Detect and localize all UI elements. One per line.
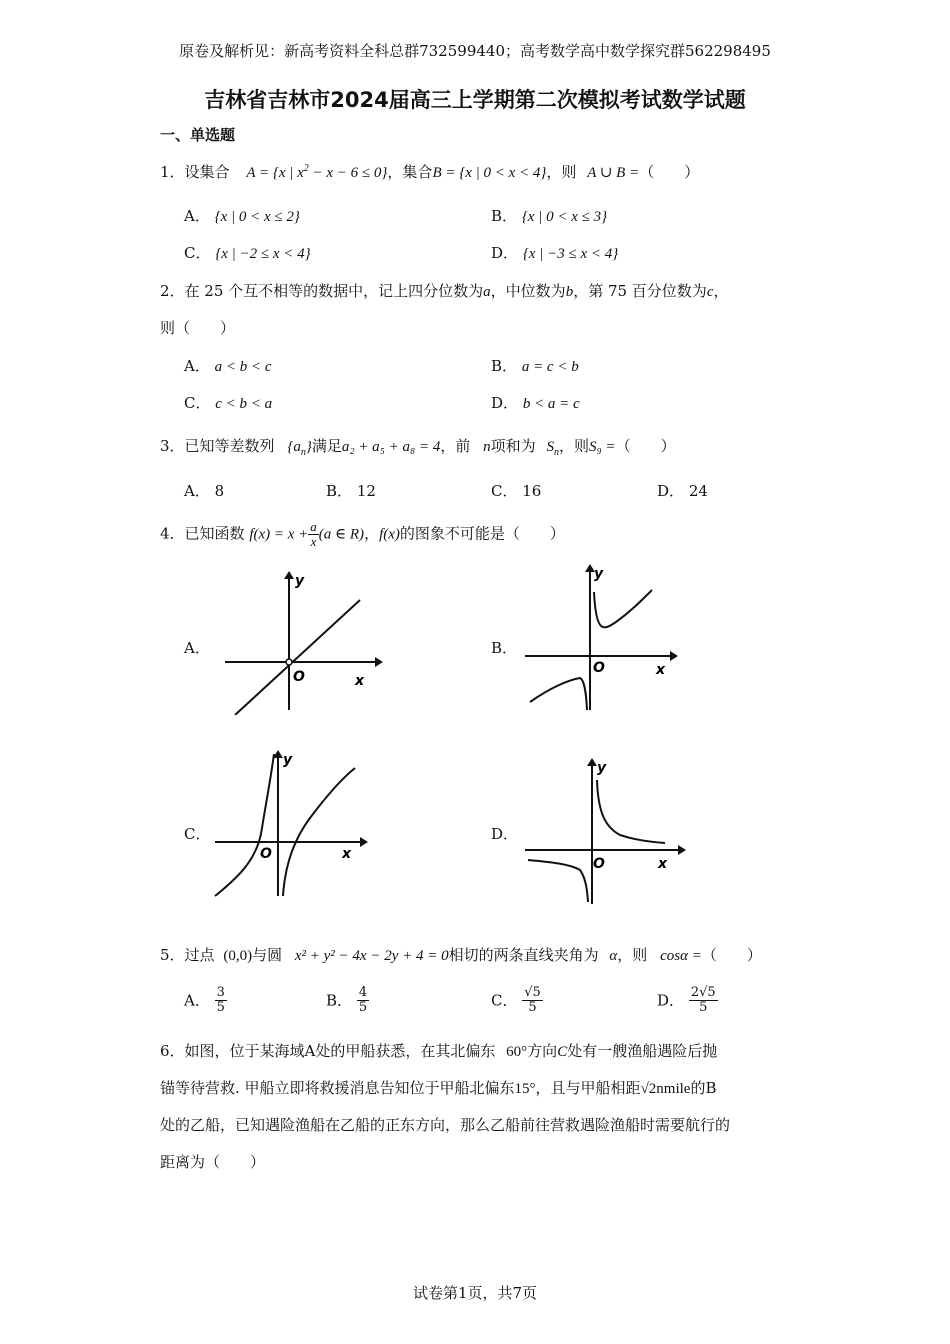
page-header: 原卷及解析见：新高考资料全科总群732599440；高考数学高中数学探究群562298495 [179, 42, 771, 60]
graph-a-hole [286, 659, 292, 665]
question-2: 2．在 25 个互不相等的数据中，记上四分位数为a，中位数为b，第 75 百分位数为c， [160, 282, 729, 300]
graph-c-x-label: x [342, 846, 352, 862]
question-6-line-2: 锚等待营救. 甲船立即将救援消息告知位于甲船北偏东15°，且与甲船相距√2nmile的B [160, 1079, 717, 1097]
q4-option-c[interactable]: C． [184, 825, 211, 843]
graph-c-y-label: y [283, 752, 293, 768]
graph-c-curve-left [215, 754, 274, 896]
graph-d-x-label: x [658, 856, 668, 872]
q1-option-b[interactable]: B． {x | 0 < x ≤ 3} [491, 207, 608, 225]
q4-option-b[interactable]: B． [491, 639, 518, 657]
graph-a [215, 565, 385, 715]
graph-b-curve-right [594, 590, 652, 627]
q3-option-b[interactable]: B． 12 [326, 482, 376, 500]
question-6-line-4: 距离为（ ） [160, 1153, 266, 1171]
graph-b-curve-left [530, 678, 587, 710]
graph-d-curve-left [528, 860, 588, 902]
q1-option-c[interactable]: C． {x | −2 ≤ x < 4} [184, 244, 311, 262]
graph-d [520, 752, 695, 907]
q1-set-b: B = {x | 0 < x < 4} [432, 165, 547, 181]
graph-a-origin-label: O [293, 669, 305, 685]
question-5: 5．过点 (0,0)与圆 x² + y² − 4x − 2y + 4 = 0相切的两条直线夹角为 α，则 cosα =（ ） [160, 946, 762, 964]
q5-option-a[interactable]: A． $\frac{3}{5}$ [184, 985, 225, 1015]
graph-b-x-label: x [656, 662, 666, 678]
q5-option-c[interactable]: C． $\frac{√5}{5}$ [491, 985, 541, 1015]
q1-paren: （ ） [639, 163, 700, 181]
graph-a-curve [235, 600, 360, 715]
section-heading: 一、单选题 [160, 126, 236, 144]
q1-set-a: A = {x | $x^2 - x - 6 \le 0$} [246, 163, 388, 181]
q2-option-b[interactable]: B． a = c < b [491, 357, 579, 375]
graph-a-y-label: y [295, 573, 305, 589]
question-6-line-3: 处的乙船，已知遇险渔船在乙船的正东方向，那么乙船前往营救遇险渔船时需要航行的 [160, 1116, 731, 1134]
graph-c [210, 748, 380, 903]
q1-number: 1．设集合 [160, 163, 230, 181]
q4-option-d[interactable]: D． [491, 825, 519, 843]
q1-option-d[interactable]: D． {x | −3 ≤ x < 4} [491, 244, 619, 262]
q2-option-a[interactable]: A． a < b < c [184, 357, 272, 375]
q2-option-c[interactable]: C． c < b < a [184, 394, 273, 412]
question-1 [160, 162, 699, 183]
graph-c-curve-right [283, 768, 355, 896]
graph-d-curve-right [597, 780, 665, 843]
graph-d-y-label: y [597, 760, 607, 776]
q3-sequence: $\{a_n\}$ [287, 439, 312, 458]
question-4: 4．已知函数 f(x) = x + $\frac{a}{x}$ (a ∈ R)，f(x)的图象不可能是（ ） [160, 519, 565, 549]
graph-d-origin-label: O [593, 856, 605, 872]
q2-option-d[interactable]: D． b < a = c [491, 394, 580, 412]
page-footer: 试卷第1页，共7页 [412, 1284, 538, 1302]
q1-mid: ，集合 [387, 163, 433, 181]
page-title: 吉林省吉林市2024届高三上学期第二次模拟考试数学试题 [204, 88, 746, 112]
q3-option-c[interactable]: C． 16 [491, 482, 542, 500]
q1-then: ，则 [546, 163, 577, 181]
q1-union: A ∪ B = [587, 165, 640, 181]
question-6-line-1: 6．如图，位于某海域A处的甲船获悉，在其北偏东 60°方向C处有一艘渔船遇险后抛 [160, 1042, 718, 1060]
q5-option-d[interactable]: D． $\frac{2√5}{5}$ [657, 985, 716, 1015]
graph-b-origin-label: O [593, 660, 605, 676]
q4-fraction: $\frac{a}{x}$ [310, 519, 317, 549]
q1-option-a[interactable]: A． {x | 0 < x ≤ 2} [184, 207, 300, 225]
graph-c-origin-label: O [260, 846, 272, 862]
graph-b-y-label: y [594, 566, 604, 582]
question-3: 3．已知等差数列 $\{a_n\}$满足a₂ + a₅ + a₈ = 4，前 n项和为 $S_n$，则S₉ =（ ） [160, 437, 676, 458]
graph-b [520, 560, 690, 715]
q3-option-a[interactable]: A． 8 [184, 482, 225, 500]
q4-option-a[interactable]: A． [184, 639, 210, 657]
q2-line-2: 则（ ） [160, 319, 236, 337]
q3-option-d[interactable]: D． 24 [657, 482, 708, 500]
q5-option-b[interactable]: B． $\frac{4}{5}$ [326, 985, 368, 1015]
graph-a-x-label: x [355, 673, 365, 689]
